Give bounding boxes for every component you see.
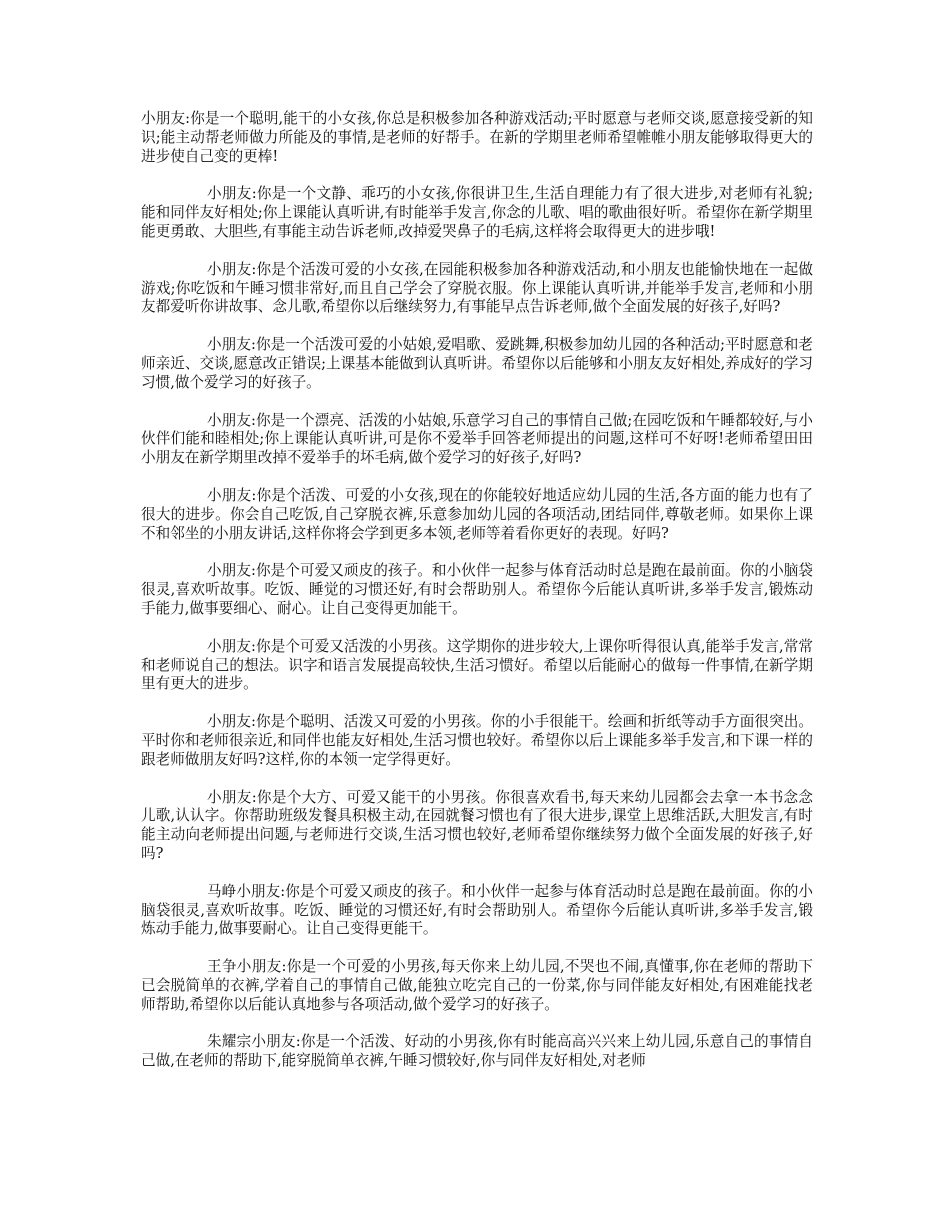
comment-paragraph-7: 小朋友:你是个可爱又顽皮的孩子。和小伙伴一起参与体育活动时总是跑在最前面。你的小脑袋很灵,喜欢听故事。吃饭、睡觉的习惯还好,有时会帮助别人。希望你今后能认真听讲,多举手发言,锻炼动手能力,做事要细心、耐心。让自己变得更加能干。: [141, 562, 813, 617]
comment-paragraph-9: 小朋友:你是个聪明、活泼又可爱的小男孩。你的小手很能干。绘画和折纸等动手方面很突出。平时你和老师很亲近,和同伴也能友好相处,生活习惯也较好。希望你以后上课能多举手发言,和下课一样的跟老师做朋友好吗?这样,你的本领一定学得更好。: [141, 713, 813, 768]
comment-paragraph-8: 小朋友:你是个可爱又活泼的小男孩。这学期你的进步较大,上课你听得很认真,能举手发言,常常和老师说自己的想法。识字和语言发展提高较快,生活习惯好。希望以后能耐心的做每一件事情,在新学期里有更大的进步。: [141, 637, 813, 693]
comment-paragraph-11: 马峥小朋友:你是个可爱又顽皮的孩子。和小伙伴一起参与体育活动时总是跑在最前面。你的小脑袋很灵,喜欢听故事。吃饭、睡觉的习惯还好,有时会帮助别人。希望你今后能认真听讲,多举手发言,锻炼动手能力,做事要耐心。让自己变得更能干。: [141, 882, 813, 938]
document-page: [141, 110, 813, 1090]
comment-paragraph-12: 王争小朋友:你是一个可爱的小男孩,每天你来上幼儿园,不哭也不闹,真懂事,你在老师的帮助下已会脱简单的衣裤,学着自己的事情自己做,能独立吃完自己的一份菜,你与同伴能友好相处,有困难能找老师帮助,希望你以后能认真地参与各项活动,做个爱学习的好孩子。: [141, 958, 813, 1013]
comment-paragraph-4: 小朋友:你是一个活泼可爱的小姑娘,爱唱歌、爱跳舞,积极参加幼儿园的各种活动;平时愿意和老师亲近、交谈,愿意改正错误;上课基本能做到认真听讲。希望你以后能够和小朋友友好相处,养成好的学习习惯,做个爱学习的好孩子。: [141, 336, 813, 391]
comment-paragraph-3: 小朋友:你是个活泼可爱的小女孩,在园能积极参加各种游戏活动,和小朋友也能愉快地在一起做游戏;你吃饭和午睡习惯非常好,而且自己学会了穿脱衣服。你上课能认真听讲,并能举手发言,老师和小朋友都爱听你讲故事、念儿歌,希望你以后继续努力,有事能早点告诉老师,做个全面发展的好孩子,好吗?: [141, 260, 813, 316]
comment-paragraph-6: 小朋友:你是个活泼、可爱的小女孩,现在的你能较好地适应幼儿园的生活,各方面的能力也有了很大的进步。你会自己吃饭,自己穿脱衣裤,乐意参加幼儿园的各项活动,团结同伴,尊敬老师。如果你上课不和邻坐的小朋友讲话,这样你将会学到更多本领,老师等着看你更好的表现。好吗?: [141, 486, 813, 542]
comment-paragraph-5: 小朋友:你是一个漂亮、活泼的小姑娘,乐意学习自己的事情自己做;在园吃饭和午睡都较好,与小伙伴们能和睦相处;你上课能认真听讲,可是你不爱举手回答老师提出的问题,这样可不好呀!老师希望田田小朋友在新学期里改掉不爱举手的坏毛病,做个爱学习的好孩子,好吗?: [141, 411, 813, 467]
comment-paragraph-10: 小朋友:你是个大方、可爱又能干的小男孩。你很喜欢看书,每天来幼儿园都会去拿一本书念念儿歌,认认字。你帮助班级发餐具积极主动,在园就餐习惯也有了很大进步,课堂上思维活跃,大胆发言,有时能主动向老师提出问题,与老师进行交谈,生活习惯也较好,老师希望你继续努力做个全面发展的好孩子,好吗?: [141, 788, 813, 862]
comment-paragraph-1: 小朋友:你是一个聪明,能干的小女孩,你总是积极参加各种游戏活动;平时愿意与老师交谈,愿意接受新的知识;能主动帮老师做力所能及的事情,是老师的好帮手。在新的学期里老师希望帷帷小朋友能够取得更大的进步使自己变的更棒!: [141, 110, 813, 165]
comment-paragraph-13: 朱耀宗小朋友:你是一个活泼、好动的小男孩,你有时能高高兴兴来上幼儿园,乐意自己的事情自己做,在老师的帮助下,能穿脱简单衣裤,午睡习惯较好,你与同伴友好相处,对老师: [141, 1033, 813, 1070]
comment-paragraph-2: 小朋友:你是一个文静、乖巧的小女孩,你很讲卫生,生活自理能力有了很大进步,对老师有礼貌;能和同伴友好相处;你上课能认真听讲,有时能举手发言,你念的儿歌、唱的歌曲很好听。希望你在新学期里能更勇敢、大胆些,有事能主动告诉老师,改掉爱哭鼻子的毛病,这样将会取得更大的进步哦!: [141, 185, 813, 240]
